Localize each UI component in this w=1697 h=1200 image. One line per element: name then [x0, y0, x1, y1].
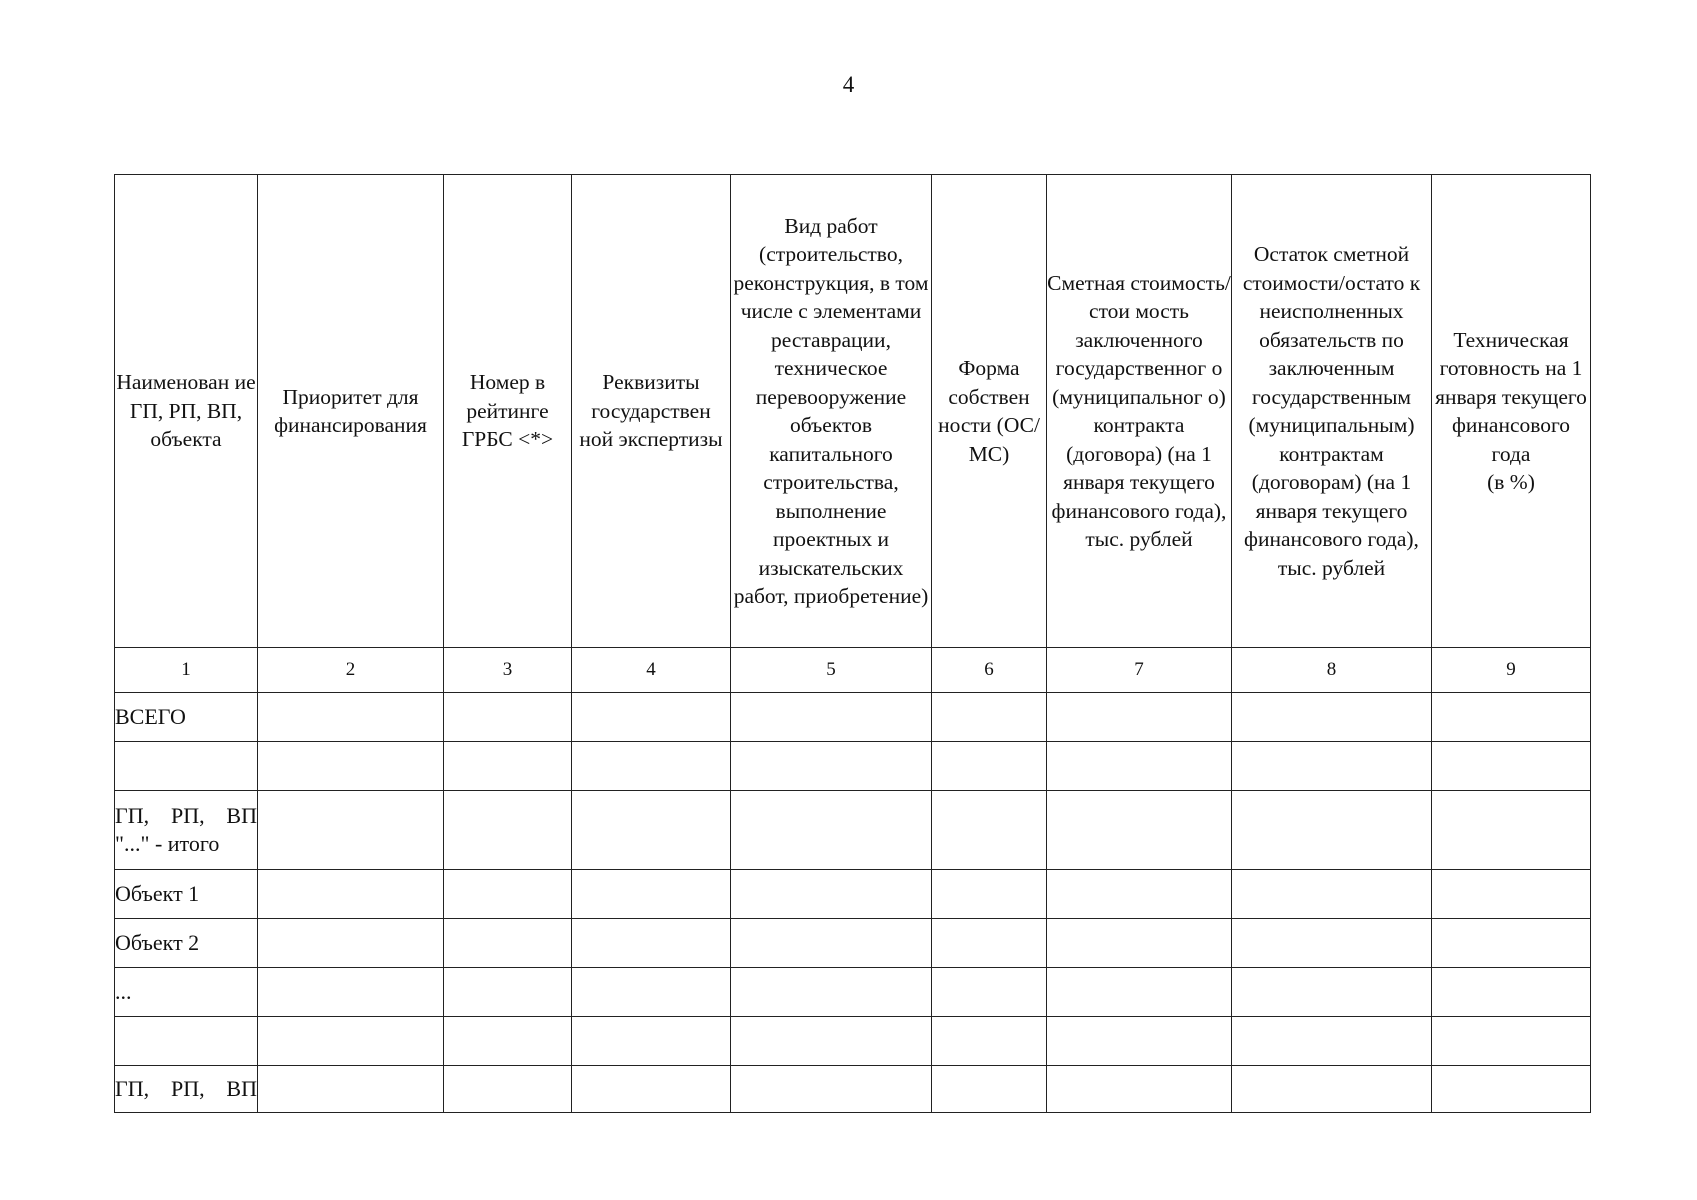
table-cell	[572, 870, 731, 919]
table-cell	[572, 919, 731, 968]
header-row	[115, 175, 1591, 648]
table-cell	[258, 791, 444, 870]
table-row	[115, 693, 1591, 742]
column-number: 6	[932, 648, 1047, 693]
column-number: 7	[1047, 648, 1232, 693]
table-cell	[1047, 1017, 1232, 1066]
row-label-object: Объект 1	[115, 870, 258, 919]
table-cell	[1232, 1017, 1432, 1066]
table-cell	[1432, 742, 1591, 791]
table-cell	[932, 919, 1047, 968]
table-cell	[258, 870, 444, 919]
table-cell	[731, 870, 932, 919]
table-cell	[1047, 919, 1232, 968]
table-cell	[572, 742, 731, 791]
table-cell	[932, 870, 1047, 919]
table-cell	[1432, 1066, 1591, 1113]
column-number: 5	[731, 648, 932, 693]
table-cell	[1232, 742, 1432, 791]
table-cell	[572, 1017, 731, 1066]
page-number: 4	[842, 72, 855, 97]
row-label-line: "..." - итого	[115, 831, 220, 856]
table-row	[115, 1066, 1591, 1113]
table-cell	[572, 968, 731, 1017]
table-cell	[932, 1066, 1047, 1113]
table-cell	[444, 742, 572, 791]
table-row	[115, 1017, 1591, 1066]
table-cell	[1432, 1017, 1591, 1066]
column-number: 8	[1232, 648, 1432, 693]
objects-table	[114, 174, 1591, 1113]
header-remaining-cost: Остаток сметной стоимости/остато к неисполненных обязательств по заключенным государственным (муниципальным) контрактам (договорам) (на 1 января текущего финансового года), тыс. рублей	[1232, 175, 1432, 648]
table-cell	[1047, 791, 1232, 870]
table-cell	[932, 693, 1047, 742]
table-cell	[731, 1017, 932, 1066]
header-readiness-text: Техническая готовность на 1 января текущего финансового года	[1435, 327, 1587, 466]
column-number-row	[115, 648, 1591, 693]
table-cell	[1232, 968, 1432, 1017]
table-cell	[1047, 742, 1232, 791]
table-cell	[932, 1017, 1047, 1066]
table-row	[115, 742, 1591, 791]
table-cell	[1232, 791, 1432, 870]
table-cell	[258, 1066, 444, 1113]
table-row	[115, 919, 1591, 968]
column-number: 1	[115, 648, 258, 693]
table-cell	[731, 968, 932, 1017]
table-cell	[258, 693, 444, 742]
table-cell	[1432, 968, 1591, 1017]
table-row	[115, 870, 1591, 919]
header-readiness-unit: (в %)	[1487, 470, 1535, 494]
table-cell	[258, 742, 444, 791]
table-cell	[572, 791, 731, 870]
row-label-program-subtotal	[115, 791, 258, 870]
table-cell	[1432, 791, 1591, 870]
table-cell	[444, 693, 572, 742]
table-cell	[1432, 919, 1591, 968]
header-work-type: Вид работ (строительство, реконструкция, в том числе с элементами реставрации, техническое перевооружение объектов капитального строительства, выполнение проектных и изыскательских работ, приобретение)	[731, 175, 932, 648]
table-cell	[731, 1066, 932, 1113]
table-cell	[1047, 693, 1232, 742]
table-cell	[1432, 693, 1591, 742]
row-label-ellipsis: ...	[115, 968, 258, 1017]
table-cell	[731, 919, 932, 968]
row-label-line: ГП, РП, ВП	[115, 803, 257, 828]
row-label-line: ГП, РП, ВП	[115, 1076, 257, 1101]
header-estimated-cost: Сметная стоимость/стои мость заключенного государственног о (муниципальног о) контракта (договора) (на 1 января текущего финансового года), тыс. рублей	[1047, 175, 1232, 648]
table-cell	[932, 968, 1047, 1017]
table-cell	[932, 791, 1047, 870]
column-number: 4	[572, 648, 731, 693]
table-cell	[572, 693, 731, 742]
column-number: 9	[1432, 648, 1591, 693]
row-label-empty	[115, 1017, 258, 1066]
row-label-empty	[115, 742, 258, 791]
header-technical-readiness	[1432, 175, 1591, 648]
header-ownership-form: Форма собствен ности (ОС/МС)	[932, 175, 1047, 648]
header-expertise-details: Реквизиты государствен ной экспертизы	[572, 175, 731, 648]
table-cell	[444, 791, 572, 870]
table-cell	[1047, 968, 1232, 1017]
row-label-program	[115, 1066, 258, 1113]
row-label-object: Объект 2	[115, 919, 258, 968]
table-cell	[444, 870, 572, 919]
table-cell	[731, 693, 932, 742]
table-row	[115, 968, 1591, 1017]
table-cell	[1232, 919, 1432, 968]
table-cell	[258, 1017, 444, 1066]
table-row	[115, 791, 1591, 870]
table-cell	[572, 1066, 731, 1113]
table-cell	[731, 742, 932, 791]
table-cell	[258, 968, 444, 1017]
table-cell	[444, 1066, 572, 1113]
table-cell	[258, 919, 444, 968]
table-cell	[1232, 693, 1432, 742]
column-number: 2	[258, 648, 444, 693]
table-cell	[932, 742, 1047, 791]
row-label-total: ВСЕГО	[115, 693, 258, 742]
table-cell	[444, 919, 572, 968]
table-cell	[1047, 870, 1232, 919]
table-cell	[1047, 1066, 1232, 1113]
table-cell	[444, 1017, 572, 1066]
table-cell	[1432, 870, 1591, 919]
table-cell	[1232, 1066, 1432, 1113]
header-priority: Приоритет для финансирования	[258, 175, 444, 648]
header-rating-number: Номер в рейтинге ГРБС <*>	[444, 175, 572, 648]
table-cell	[731, 791, 932, 870]
table-cell	[444, 968, 572, 1017]
column-number: 3	[444, 648, 572, 693]
table-cell	[1232, 870, 1432, 919]
header-name: Наименован ие ГП, РП, ВП, объекта	[115, 175, 258, 648]
